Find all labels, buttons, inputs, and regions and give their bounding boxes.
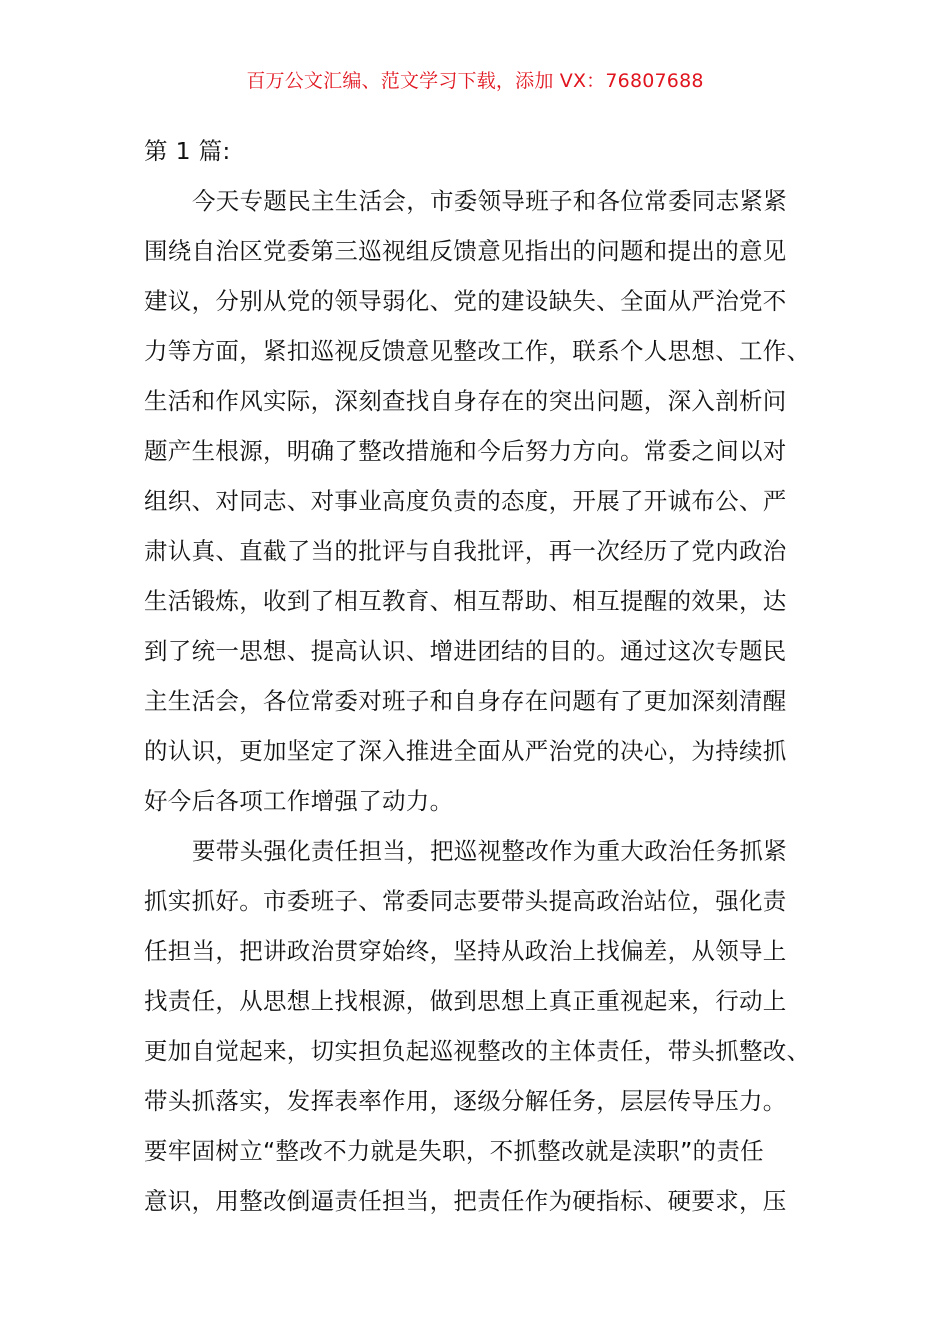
paragraph-line: 今天专题民主生活会，市委领导班子和各位常委同志紧紧: [192, 187, 787, 215]
document-heading: 第 1 篇:: [144, 137, 231, 165]
paragraph-line: 要牢固树立“整改不力就是失职，不抓整改就是渎职”的责任: [144, 1137, 764, 1165]
paragraph-line: 要带头强化责任担当，把巡视整改作为重大政治任务抓紧: [192, 837, 787, 865]
paragraph-line: 带头抓落实，发挥表率作用，逐级分解任务，层层传导压力。: [144, 1087, 787, 1115]
paragraph-line: 建议，分别从党的领导弱化、党的建设缺失、全面从严治党不: [144, 287, 787, 315]
paragraph-line: 任担当，把讲政治贯穿始终，坚持从政治上找偏差，从领导上: [144, 937, 787, 965]
paragraph-line: 意识，用整改倒逼责任担当，把责任作为硬指标、硬要求，压: [144, 1187, 787, 1215]
paragraph-line: 肃认真、直截了当的批评与自我批评，再一次经历了党内政治: [144, 537, 787, 565]
paragraph-line: 好今后各项工作增强了动力。: [144, 787, 454, 815]
paragraph-line: 到了统一思想、提高认识、增进团结的目的。通过这次专题民: [144, 637, 787, 665]
paragraph-line: 找责任，从思想上找根源，做到思想上真正重视起来，行动上: [144, 987, 787, 1015]
paragraph-line: 力等方面，紧扣巡视反馈意见整改工作，联系个人思想、工作、: [144, 337, 811, 365]
paragraph-line: 围绕自治区党委第三巡视组反馈意见指出的问题和提出的意见: [144, 237, 787, 265]
paragraph-line: 更加自觉起来，切实担负起巡视整改的主体责任，带头抓整改、: [144, 1037, 811, 1065]
paragraph-line: 主生活会，各位常委对班子和自身存在问题有了更加深刻清醒: [144, 687, 787, 715]
document-body: [144, 126, 811, 1226]
paragraph-line: 生活和作风实际，深刻查找自身存在的突出问题，深入剖析问: [144, 387, 787, 415]
paragraph-line: 抓实抓好。市委班子、常委同志要带头提高政治站位，强化责: [144, 887, 787, 915]
paragraph-line: 生活锻炼，收到了相互教育、相互帮助、相互提醒的效果，达: [144, 587, 787, 615]
paragraph-line: 组织、对同志、对事业高度负责的态度，开展了开诚布公、严: [144, 487, 787, 515]
paragraph-line: 题产生根源，明确了整改措施和今后努力方向。常委之间以对: [144, 437, 787, 465]
paragraph-line: 的认识，更加坚定了深入推进全面从严治党的决心，为持续抓: [144, 737, 787, 765]
promo-header: 百万公文汇编、范文学习下载，添加 VX：76807688: [246, 70, 704, 92]
